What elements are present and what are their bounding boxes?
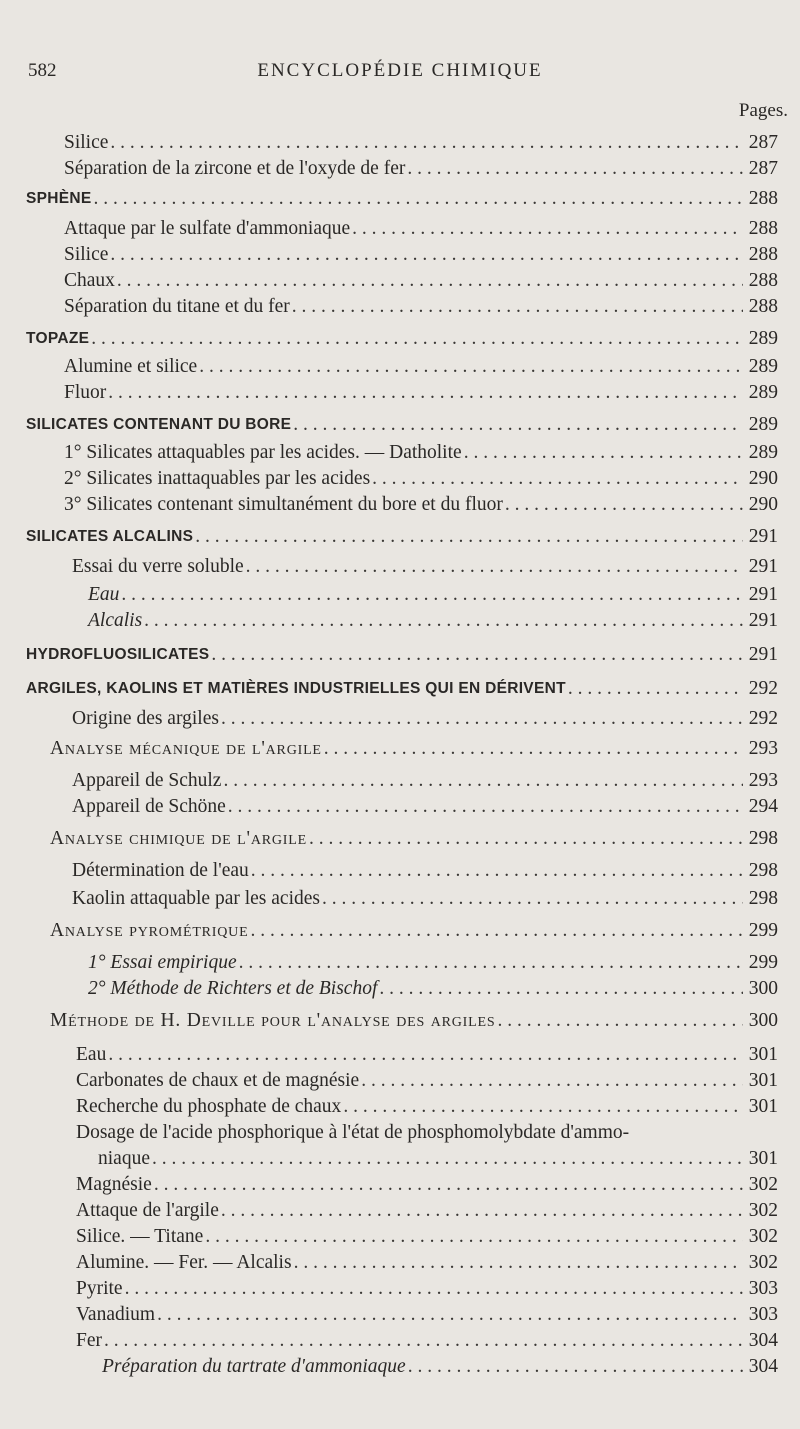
toc-entry: 1° Essai empirique . . . 299: [26, 948, 778, 974]
toc-entry: Appareil de Schöne . . . 294: [26, 792, 778, 818]
toc-entry: Alcalis . . . 291: [26, 606, 778, 632]
toc-entry: Appareil de Schulz . . . 293: [26, 766, 778, 792]
toc-entry: Détermination de l'eau . . . 298: [26, 856, 778, 882]
toc-entry: Silice . . . 288: [26, 240, 778, 266]
toc-entry: 2° Méthode de Richters et de Bischof . . . 300: [26, 974, 778, 1000]
toc-subsection: Méthode de H. Deville pour l'analyse des argiles . . . 300: [26, 1006, 778, 1032]
toc-entry: Alumine. — Fer. — Alcalis . . . 302: [26, 1248, 778, 1274]
toc-entry: Essai du verre soluble . . . 291: [26, 552, 778, 578]
toc-entry: Kaolin attaquable par les acides . . . 298: [26, 884, 778, 910]
toc-entry: Eau . . . 291: [26, 580, 778, 606]
toc-entry: 1° Silicates attaquables par les acides. — Datholite . . . 289: [26, 438, 778, 464]
toc-entry: Séparation de la zircone et de l'oxyde de fer . . . 287: [26, 154, 778, 180]
toc-entry: Fer . . . 304: [26, 1326, 778, 1352]
toc-entry: Attaque par le sulfate d'ammoniaque . . . 288: [26, 214, 778, 240]
toc-section-heading: ARGILES, KAOLINS ET MATIÈRES INDUSTRIELLES QUI EN DÉRIVENT . . . 292: [26, 674, 778, 700]
toc-entry: Magnésie . . . 302: [26, 1170, 778, 1196]
toc-entry: Recherche du phosphate de chaux . . . 301: [26, 1092, 778, 1118]
page-header: [28, 60, 772, 90]
toc-subsection: Analyse pyrométrique . . . 299: [26, 916, 778, 942]
pages-column-label: Pages.: [738, 100, 788, 121]
toc-entry: Attaque de l'argile . . . 302: [26, 1196, 778, 1222]
toc-entry: Pyrite . . . 303: [26, 1274, 778, 1300]
toc-entry: 3° Silicates contenant simultanément du bore et du fluor . . . 290: [26, 490, 778, 516]
toc-entry: Eau . . . 301: [26, 1040, 778, 1066]
toc-entry: Préparation du tartrate d'ammoniaque . . . 304: [26, 1352, 778, 1378]
running-title: ENCYCLOPÉDIE CHIMIQUE: [257, 60, 543, 81]
toc-section-heading: SILICATES ALCALINS . . . 291: [26, 522, 778, 548]
toc-subsection: Analyse chimique de l'argile . . . 298: [26, 824, 778, 850]
toc-entry: niaque . . . 301: [26, 1144, 778, 1170]
toc-subsection: Analyse mécanique de l'argile . . . 293: [26, 734, 778, 760]
toc-section-heading: HYDROFLUOSILICATES . . . 291: [26, 640, 778, 666]
page-number: 582: [28, 60, 57, 81]
toc-entry: Alumine et silice . . . 289: [26, 352, 778, 378]
toc-entry: Silice. — Titane . . . 302: [26, 1222, 778, 1248]
toc-entry: Chaux . . . 288: [26, 266, 778, 292]
toc-section-heading: SPHÈNE . . . 288: [26, 184, 778, 210]
toc-entry: Origine des argiles . . . 292: [26, 704, 778, 730]
toc-entry: 2° Silicates inattaquables par les acides . . . 290: [26, 464, 778, 490]
toc-entry: Vanadium . . . 303: [26, 1300, 778, 1326]
toc-section-heading: SILICATES CONTENANT DU BORE . . . 289: [26, 410, 778, 436]
toc-entry: Silice . . . 287: [26, 128, 778, 154]
toc-section-heading: TOPAZE . . . 289: [26, 324, 778, 350]
toc-entry-continued: Dosage de l'acide phosphorique à l'état de phosphomolybdate d'ammo-: [76, 1122, 630, 1143]
toc-entry: Carbonates de chaux et de magnésie . . . 301: [26, 1066, 778, 1092]
toc-entry: Séparation du titane et du fer . . . 288: [26, 292, 778, 318]
toc-entry: Fluor . . . 289: [26, 378, 778, 404]
